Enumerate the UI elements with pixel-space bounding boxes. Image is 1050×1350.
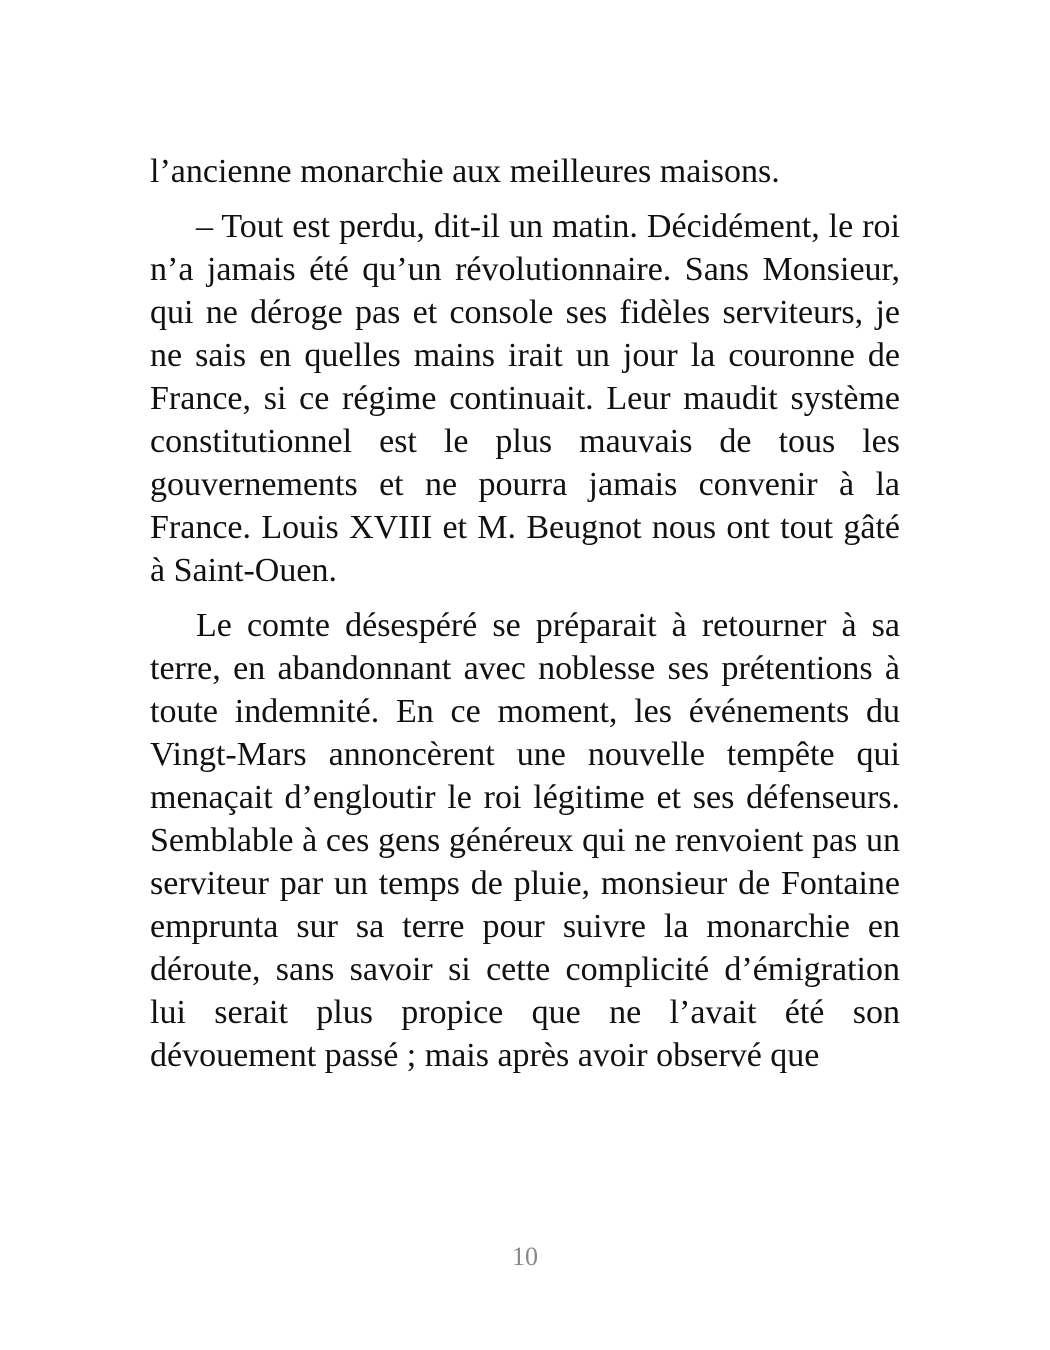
paragraph-continued: l’ancienne monarchie aux meilleures maisons. [150, 153, 780, 190]
paragraph-dialogue: – Tout est perdu, dit-il un matin. Décidément, le roi n’a jamais été qu’un révolutionnaire. Sans Monsieur, qui ne déroge pas et console ses fidèles serviteurs, je ne sais en quelles mains irait un jour la couronne de France, si ce régime continuait. Leur maudit système constitutionnel est le plus mauvais de tous les gouvernements et ne pourra jamais convenir à la France. Louis XVIII et M. Beugnot nous ont tout gâté à Saint-Ouen. [150, 208, 900, 589]
paragraph-narrative: Le comte désespéré se préparait à retourner à sa terre, en abandonnant avec noblesse ses prétentions à toute indemnité. En ce moment, les événements du Vingt-Mars annoncèrent une nouvelle tempête qui menaçait d’engloutir le roi légitime et ses défenseurs. Semblable à ces gens généreux qui ne renvoient pas un serviteur par un temps de pluie, monsieur de Fontaine emprunta sur sa terre pour suivre la monarchie en déroute, sans savoir si cette complicité d’émigration lui serait plus propice que ne l’avait été son dévouement passé ; mais après avoir observé que [150, 607, 900, 1074]
body-text [150, 150, 900, 1077]
page-number: 10 [512, 1242, 538, 1271]
